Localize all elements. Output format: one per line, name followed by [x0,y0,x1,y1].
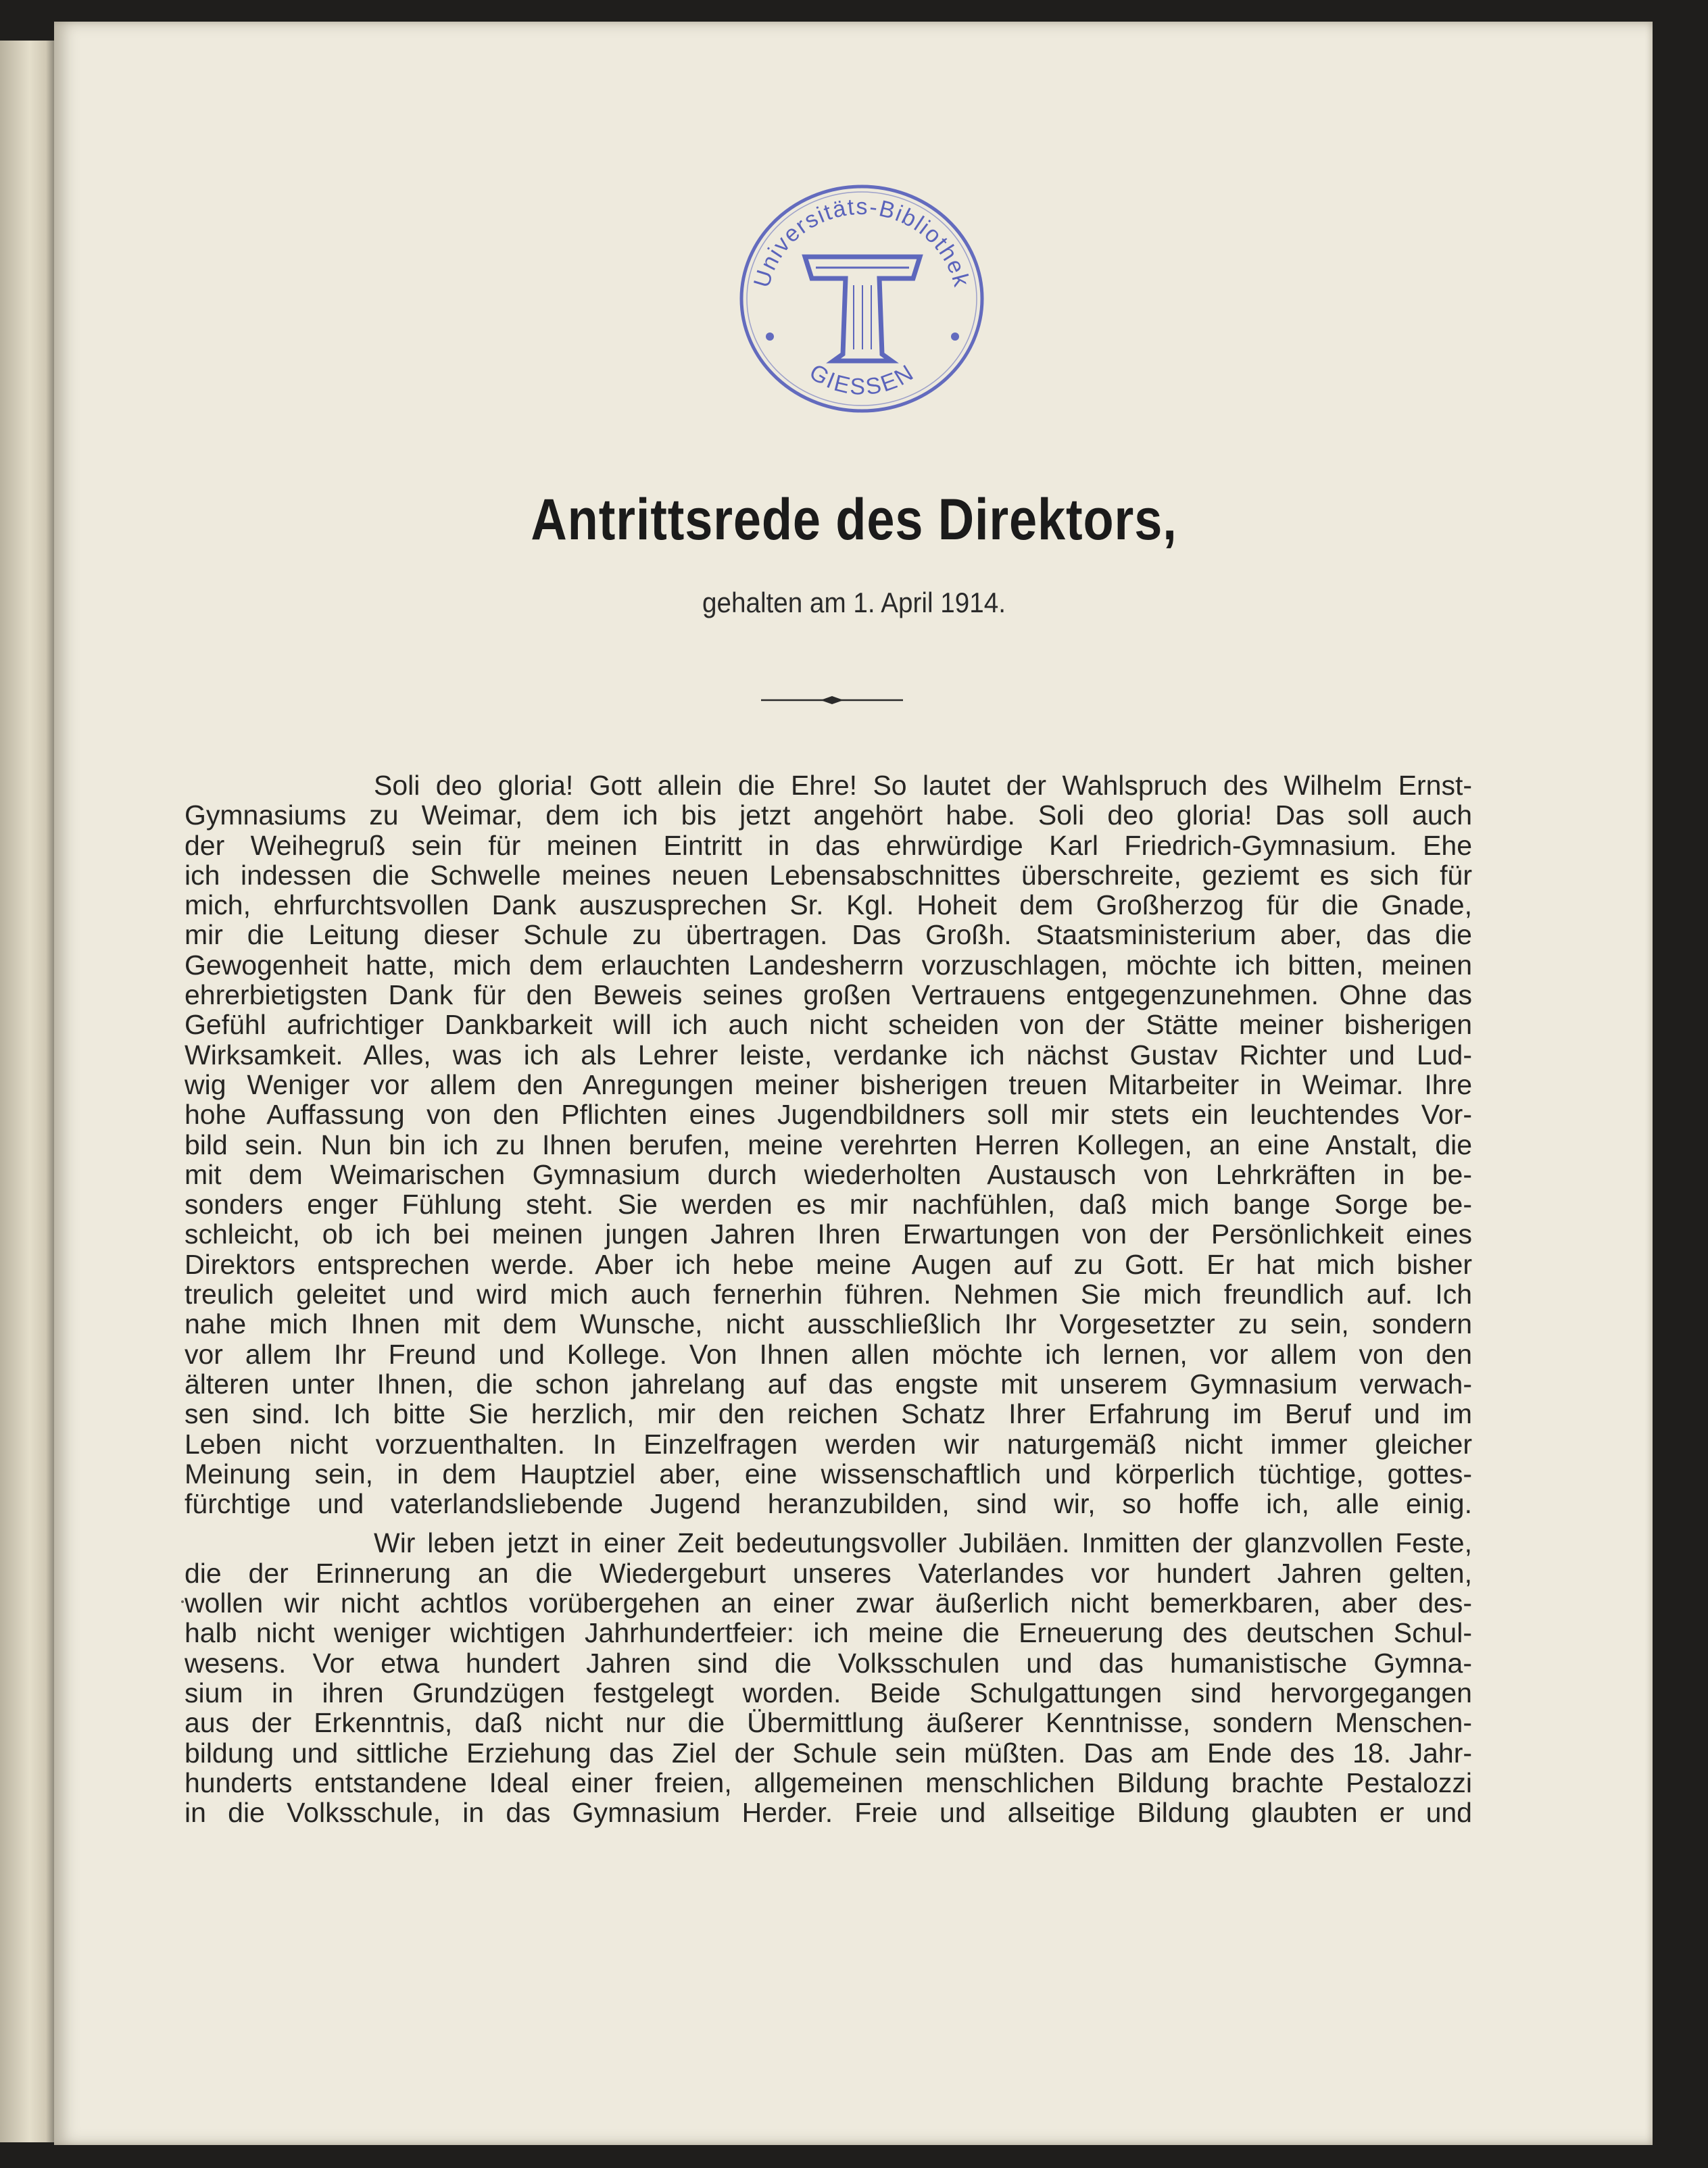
text-line: der Weihegruß sein für meinen Eintritt in das ehrwürdige Karl Friedrich-Gymnasium. Ehe [185,829,1472,861]
text-line: sen sind. Ich bitte Sie herzlich, mir den reichen Schatz Ihrer Erfahrung im Beruf und im [185,1398,1472,1430]
page-subtitle: gehalten am 1. April 1914. [702,587,1006,618]
margin-speck [181,1600,184,1603]
body-text [185,770,1472,1837]
text-line: Direktors entsprechen werde. Aber ich hebe meine Augen auf zu Gott. Er hat mich bisher [185,1248,1472,1280]
text-line: Leben nicht vorzuenthalten. In Einzelfragen werden wir naturgemäß nicht immer gleicher [185,1428,1472,1460]
text-line: Soli deo gloria! Gott allein die Ehre! So lautet der Wahlspruch des Wilhelm Ernst- [374,770,1472,801]
text-line: ehrerbietigsten Dank für den Beweis seines großen Vertrauens entgegenzunehmen. Ohne das [185,979,1472,1011]
text-line: sonders enger Fühlung steht. Sie werden es mir nachfühlen, daß mich bange Sorge be- [185,1189,1472,1221]
text-line: wollen wir nicht achtlos vorübergehen an einer zwar äußerlich nicht bemerkbaren, aber des- [185,1587,1472,1619]
stamp-city-text: GIESSEN [804,359,920,400]
text-line: mich, ehrfurchtsvollen Dank auszusprechen Sr. Kgl. Hoheit dem Großherzog für die Gnade, [185,889,1472,921]
text-line: bild sein. Nun bin ich zu Ihnen berufen, meine verehrten Herren Kollegen, an eine Anstalt, die [185,1129,1472,1160]
text-line: Wirksamkeit. Alles, was ich als Lehrer leiste, verdanke ich nächst Gustav Richter und Lud- [185,1039,1472,1070]
text-line: fürchtige und vaterlandsliebende Jugend heranzubilden, sind wir, so hoffe ich, alle einig. [185,1488,1472,1520]
text-line: in die Volksschule, in das Gymnasium Herder. Freie und allseitige Bildung glaubten er und [185,1797,1472,1829]
text-line: älteren unter Ihnen, die schon jahrelang auf das engste mit unserem Gymnasium verwach- [185,1368,1472,1400]
paragraph [185,770,1472,1519]
text-line: vor allem Ihr Freund und Kollege. Von Ihnen allen möchte ich lernen, vor allem von den [185,1338,1472,1370]
library-stamp-graphic [732,177,992,417]
text-line: hunderts entstandene Ideal einer freien, allgemeinen menschlichen Bildung brachte Pestalozzi [185,1767,1472,1798]
text-line: wig Weniger vor allem den Anregungen meiner bisherigen treuen Mitarbeiter in Weimar. Ihre [185,1068,1472,1100]
text-line: nahe mich Ihnen mit dem Wunsche, nicht ausschließlich Ihr Vorgesetzter zu sein, sondern [185,1308,1472,1340]
text-line: Gymnasiums zu Weimar, dem ich bis jetzt angehört habe. Soli deo gloria! Das soll auch [185,799,1472,831]
divider-ornament-graphic [761,692,903,708]
text-line: mir die Leitung dieser Schule zu übertragen. Das Großh. Staatsministerium aber, das die [185,919,1472,951]
text-line: sium in ihren Grundzügen festgelegt worden. Beide Schulgattungen sind hervorgegangen [185,1677,1472,1708]
stamp-ring-text: Universitäts-Bibliothek [748,193,975,291]
text-line: mit dem Weimarischen Gymnasium durch wiederholten Austausch von Lehrkräften in be- [185,1158,1472,1190]
text-line: hohe Auffassung von den Pflichten eines Jugendbildners soll mir stets ein leuchtendes Vor- [185,1099,1472,1131]
text-line: Wir leben jetzt in einer Zeit bedeutungsvoller Jubiläen. Inmitten der glanzvollen Feste, [374,1527,1472,1559]
text-line: Gewogenheit hatte, mich dem erlauchten Landesherrn vorzuschlagen, möchte ich bitten, meinen [185,949,1472,981]
text-line: treulich geleitet und wird mich auch fernerhin führen. Nehmen Sie mich freundlich auf. Ich [185,1279,1472,1310]
text-line: Meinung sein, in dem Hauptziel aber, eine wissenschaftlich und körperlich tüchtige, gottes- [185,1458,1472,1489]
text-line: bildung und sittliche Erziehung das Ziel der Schule sein müßten. Das am Ende des 18. Jahr- [185,1737,1472,1769]
text-line: halb nicht weniger wichtigen Jahrhundertfeier: ich meine die Erneuerung des deutschen Schul- [185,1617,1472,1649]
text-line: die der Erinnerung an die Wiedergeburt unseres Vaterlandes vor hundert Jahren gelten, [185,1557,1472,1589]
paragraph [185,1528,1472,1827]
divider-ornament [761,692,903,708]
text-line: Gefühl aufrichtiger Dankbarkeit will ich auch nicht scheiden von der Stätte meiner bisherigen [185,1009,1472,1041]
library-stamp [732,177,992,417]
tau-cross-icon [805,257,920,361]
text-line: wesens. Vor etwa hundert Jahren sind die Volksschulen und das humanistische Gymna- [185,1647,1472,1679]
text-line: ich indessen die Schwelle meines neuen Lebensabschnittes überschreite, geziemt es sich für [185,859,1472,891]
left-page-edge [0,41,54,2142]
page-title: Antrittsrede des Direktors, [531,487,1177,552]
text-line: schleicht, ob ich bei meinen jungen Jahren Ihren Erwartungen von der Persönlichkeit eines [185,1218,1472,1250]
text-line: aus der Erkenntnis, daß nicht nur die Übermittlung äußerer Kenntnisse, sondern Menschen- [185,1707,1472,1739]
